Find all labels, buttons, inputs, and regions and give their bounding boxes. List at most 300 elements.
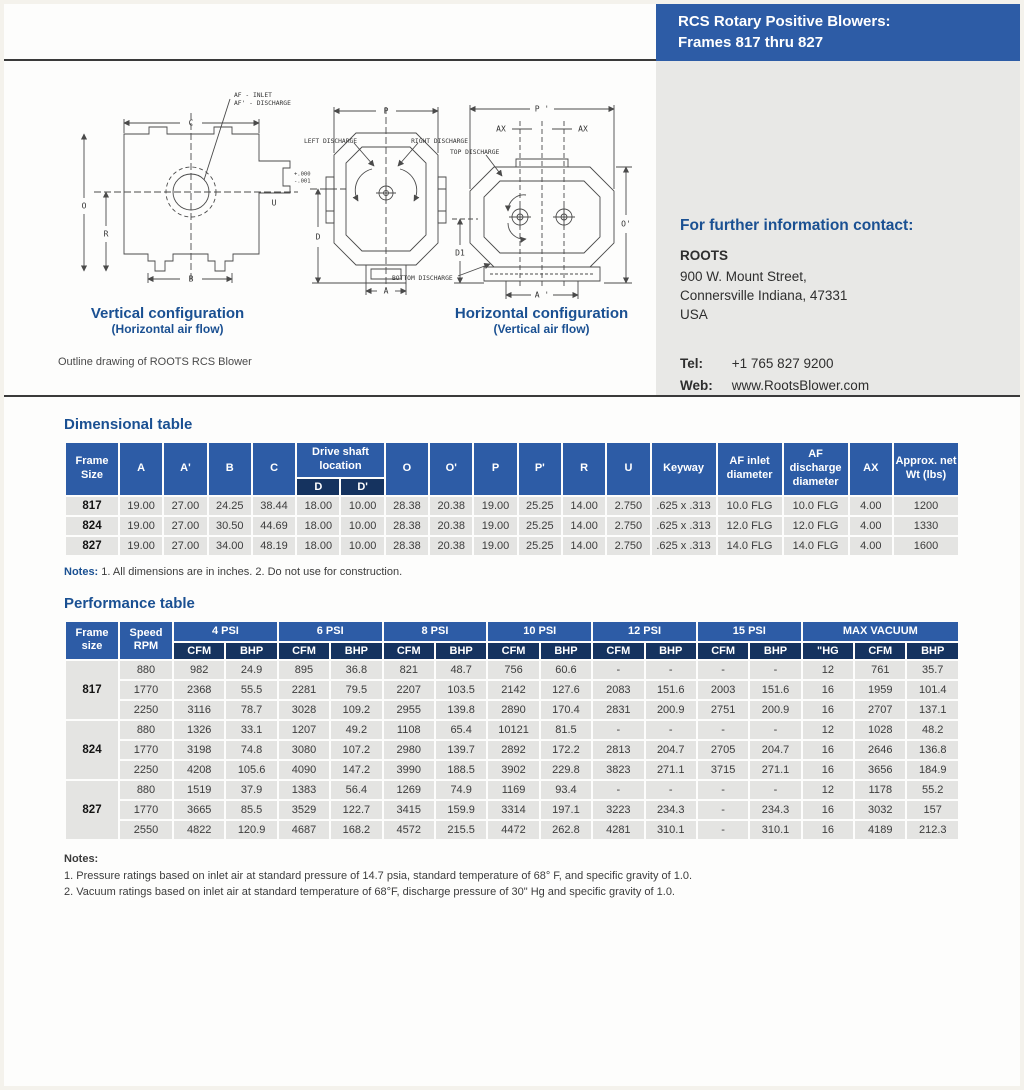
dim-a-label: A (383, 286, 389, 296)
column-header-group: 12 PSI (593, 622, 696, 642)
data-cell: 74.8 (226, 741, 276, 759)
dimensional-table-title: Dimensional table (64, 416, 193, 433)
column-subheader: CFM (174, 643, 224, 659)
frame-size-cell: 827 (66, 537, 118, 555)
data-cell: 2831 (593, 701, 643, 719)
rpm-cell: 2550 (120, 821, 172, 839)
column-header: O' (430, 443, 472, 495)
table-row (66, 821, 958, 839)
rpm-cell: 880 (120, 721, 172, 739)
data-cell: 18.00 (297, 497, 339, 515)
column-header: AF inlet diameter (718, 443, 782, 495)
data-cell: 28.38 (386, 517, 428, 535)
tables-section (4, 397, 1020, 1086)
data-cell: 16 (803, 681, 853, 699)
data-cell: 24.25 (209, 497, 251, 515)
performance-table-head (66, 622, 958, 660)
data-cell: - (698, 661, 748, 679)
column-header-group: 6 PSI (279, 622, 382, 642)
data-cell: 78.7 (226, 701, 276, 719)
frame-size-cell: 824 (66, 721, 118, 779)
data-cell: 4281 (593, 821, 643, 839)
data-cell: 1200 (894, 497, 958, 515)
data-cell: 215.5 (436, 821, 486, 839)
data-cell: 310.1 (750, 821, 800, 839)
column-header: C (253, 443, 295, 495)
data-cell: 85.5 (226, 801, 276, 819)
dim-o-prime-label: O' (621, 219, 631, 229)
data-cell: 2751 (698, 701, 748, 719)
data-cell: 60.6 (541, 661, 591, 679)
data-cell: 1330 (894, 517, 958, 535)
datasheet-page (4, 4, 1020, 1086)
page-title-line2: Frames 817 thru 827 (678, 33, 824, 51)
bottom-discharge-label: BOTTOM DISCHARGE (392, 275, 453, 282)
outline-drawing-note: Outline drawing of ROOTS RCS Blower (58, 356, 252, 368)
data-cell: 16 (803, 701, 853, 719)
data-cell: 14.00 (563, 537, 605, 555)
data-cell: 1169 (488, 781, 538, 799)
column-subheader: D' (341, 479, 383, 495)
data-cell: 127.6 (541, 681, 591, 699)
data-cell: 3314 (488, 801, 538, 819)
data-cell: 10.00 (341, 497, 383, 515)
dimensional-table (64, 441, 960, 557)
data-cell: 1383 (279, 781, 329, 799)
data-cell: 2.750 (607, 537, 649, 555)
vertical-caption-title: Vertical configuration (90, 305, 245, 322)
data-cell: 122.7 (331, 801, 381, 819)
data-cell: 20.38 (430, 517, 472, 535)
table-row (66, 661, 958, 679)
column-header: AX (850, 443, 892, 495)
data-cell: 3028 (279, 701, 329, 719)
dim-r-label: R (103, 229, 109, 239)
dim-c-label: C (188, 118, 194, 128)
data-cell: 2955 (384, 701, 434, 719)
data-cell: 28.38 (386, 497, 428, 515)
data-cell: 3990 (384, 761, 434, 779)
dimensional-notes (64, 566, 960, 578)
data-cell: 12 (803, 661, 853, 679)
data-cell: 2646 (855, 741, 905, 759)
data-cell: 19.00 (474, 497, 516, 515)
column-subheader: BHP (226, 643, 276, 659)
data-cell: - (698, 821, 748, 839)
column-subheader: CFM (855, 643, 905, 659)
data-cell: 2705 (698, 741, 748, 759)
data-cell: 107.2 (331, 741, 381, 759)
data-cell: 137.1 (907, 701, 958, 719)
frame-size-cell: 817 (66, 497, 118, 515)
rpm-cell: 1770 (120, 801, 172, 819)
column-header: Speed RPM (120, 622, 172, 660)
data-cell: 1519 (174, 781, 224, 799)
data-cell: 25.25 (519, 537, 561, 555)
data-cell: 151.6 (750, 681, 800, 699)
data-cell: 1269 (384, 781, 434, 799)
column-header: U (607, 443, 649, 495)
data-cell: 761 (855, 661, 905, 679)
data-cell: 37.9 (226, 781, 276, 799)
table-row (66, 761, 958, 779)
discharge-callout-label: AF' - DISCHARGE (234, 100, 291, 107)
data-cell: 2142 (488, 681, 538, 699)
data-cell: 35.7 (907, 661, 958, 679)
data-cell: 4.00 (850, 537, 892, 555)
data-cell: 168.2 (331, 821, 381, 839)
data-cell: 4822 (174, 821, 224, 839)
data-cell: 200.9 (750, 701, 800, 719)
top-row (4, 4, 1020, 61)
column-header: A' (164, 443, 206, 495)
web-label: Web: (680, 378, 713, 394)
frame-size-cell: 817 (66, 661, 118, 719)
data-cell: 204.7 (646, 741, 696, 759)
vertical-caption-subtitle: (Horizontal air flow) (111, 322, 224, 336)
data-cell: 157 (907, 801, 958, 819)
data-cell: 19.00 (120, 537, 162, 555)
data-cell: 3223 (593, 801, 643, 819)
data-cell: 159.9 (436, 801, 486, 819)
column-header-group: 4 PSI (174, 622, 277, 642)
column-header-group: MAX VACUUM (803, 622, 958, 642)
data-cell: 1178 (855, 781, 905, 799)
column-header: R (563, 443, 605, 495)
data-cell: 212.3 (907, 821, 958, 839)
data-cell: 44.69 (253, 517, 295, 535)
company-name: ROOTS (680, 248, 729, 263)
performance-notes-label: Notes: (64, 853, 99, 866)
data-cell: 16 (803, 821, 853, 839)
left-discharge-label: LEFT DISCHARGE (304, 138, 358, 145)
column-header-group: 8 PSI (384, 622, 487, 642)
data-cell: 16 (803, 801, 853, 819)
data-cell: 19.00 (120, 497, 162, 515)
column-header: Frame Size (66, 443, 118, 495)
data-cell: 81.5 (541, 721, 591, 739)
data-cell: 19.00 (474, 517, 516, 535)
data-cell: 16 (803, 761, 853, 779)
data-cell: 1207 (279, 721, 329, 739)
vertical-configuration-caption (58, 305, 277, 336)
data-cell: 2813 (593, 741, 643, 759)
data-cell: 38.44 (253, 497, 295, 515)
column-header: A (120, 443, 162, 495)
data-cell: 3529 (279, 801, 329, 819)
column-header-group: Drive shaft location (297, 443, 384, 477)
dim-d1-label: D1 (455, 248, 465, 258)
inlet-callout-label: AF - INLET (234, 92, 272, 99)
data-cell: 2083 (593, 681, 643, 699)
data-cell: 2281 (279, 681, 329, 699)
data-cell: 34.00 (209, 537, 251, 555)
tolerance-plus-label: +.000 (294, 171, 311, 178)
data-cell: 139.7 (436, 741, 486, 759)
tel-row (680, 356, 996, 371)
performance-table-title: Performance table (64, 594, 195, 612)
performance-note-2: 2. Vacuum ratings based on inlet air at standard temperature of 68°F, discharge pressure of 30" Hg and specific gravity of 1.0. (64, 886, 675, 899)
data-cell: 103.5 (436, 681, 486, 699)
ax-left-label: AX (496, 124, 506, 134)
outline-drawings-area (4, 61, 656, 395)
horizontal-configuration-drawing (452, 105, 632, 299)
data-cell: 982 (174, 661, 224, 679)
data-cell: 12.0 FLG (718, 517, 782, 535)
column-header: B (209, 443, 251, 495)
address-line-3: USA (680, 307, 708, 323)
data-cell: 3116 (174, 701, 224, 719)
data-cell: 1326 (174, 721, 224, 739)
dim-a-prime-label: A ' (534, 290, 550, 300)
data-cell: 4572 (384, 821, 434, 839)
data-cell: .625 x .313 (652, 517, 716, 535)
column-header: Keyway (652, 443, 716, 495)
dim-p-label: P (383, 106, 389, 116)
rpm-cell: 880 (120, 781, 172, 799)
column-subheader: "HG (803, 643, 853, 659)
data-cell: 12 (803, 721, 853, 739)
data-cell: 1600 (894, 537, 958, 555)
data-cell: 147.2 (331, 761, 381, 779)
data-cell: 4.00 (850, 517, 892, 535)
column-header: Approx. net Wt (lbs) (894, 443, 958, 495)
data-cell: 821 (384, 661, 434, 679)
data-cell: 2.750 (607, 497, 649, 515)
data-cell: 30.50 (209, 517, 251, 535)
dim-u-label: U (271, 198, 277, 208)
vertical-housing-drawing (310, 107, 446, 295)
data-cell: 10.0 FLG (784, 497, 848, 515)
data-cell: 19.00 (120, 517, 162, 535)
data-cell: 48.19 (253, 537, 295, 555)
data-cell: 197.1 (541, 801, 591, 819)
rpm-cell: 880 (120, 661, 172, 679)
data-cell: 3032 (855, 801, 905, 819)
column-subheader: CFM (698, 643, 748, 659)
address-line-2: Connersville Indiana, 47331 (680, 288, 848, 304)
data-cell: 27.00 (164, 517, 206, 535)
table-row (66, 701, 958, 719)
data-cell: 310.1 (646, 821, 696, 839)
rpm-cell: 1770 (120, 681, 172, 699)
table-row (66, 497, 958, 515)
data-cell: 74.9 (436, 781, 486, 799)
data-cell: 3823 (593, 761, 643, 779)
data-cell: 36.8 (331, 661, 381, 679)
data-cell: 234.3 (750, 801, 800, 819)
data-cell: 4090 (279, 761, 329, 779)
header-row (66, 622, 958, 642)
data-cell: 271.1 (646, 761, 696, 779)
data-cell: 24.9 (226, 661, 276, 679)
right-discharge-label: RIGHT DISCHARGE (411, 138, 468, 145)
tel-label: Tel: (680, 356, 703, 372)
dimensional-notes-text: 1. All dimensions are in inches. 2. Do not use for construction. (101, 565, 403, 578)
data-cell: - (750, 721, 800, 739)
data-cell: - (698, 781, 748, 799)
data-cell: 170.4 (541, 701, 591, 719)
tel-value: +1 765 827 9200 (731, 356, 834, 372)
rpm-cell: 2250 (120, 761, 172, 779)
data-cell: 4687 (279, 821, 329, 839)
contact-heading: For further information contact: (680, 217, 914, 234)
data-cell: 28.38 (386, 537, 428, 555)
data-cell: 2003 (698, 681, 748, 699)
horizontal-caption-subtitle: (Vertical air flow) (493, 322, 590, 336)
data-cell: 120.9 (226, 821, 276, 839)
data-cell: 55.5 (226, 681, 276, 699)
data-cell: 172.2 (541, 741, 591, 759)
data-cell: 2368 (174, 681, 224, 699)
data-cell: 229.8 (541, 761, 591, 779)
page-title-line1: RCS Rotary Positive Blowers: (678, 13, 891, 31)
column-header: AF discharge diameter (784, 443, 848, 495)
column-subheader: CFM (279, 643, 329, 659)
data-cell: 101.4 (907, 681, 958, 699)
data-cell: 184.9 (907, 761, 958, 779)
top-spacer (4, 4, 656, 61)
top-discharge-label: TOP DISCHARGE (450, 149, 500, 156)
column-subheader: BHP (541, 643, 591, 659)
data-cell: 136.8 (907, 741, 958, 759)
dimensional-table-body (66, 497, 958, 555)
data-cell: 2892 (488, 741, 538, 759)
column-subheader: BHP (750, 643, 800, 659)
upper-section (4, 61, 1020, 397)
data-cell: - (698, 721, 748, 739)
data-cell: 25.25 (519, 517, 561, 535)
dim-b-label: B (188, 274, 194, 284)
data-cell: 14.00 (563, 497, 605, 515)
data-cell: 200.9 (646, 701, 696, 719)
data-cell: 2.750 (607, 517, 649, 535)
data-cell: - (593, 721, 643, 739)
data-cell: 12.0 FLG (784, 517, 848, 535)
data-cell: - (593, 781, 643, 799)
data-cell: 27.00 (164, 537, 206, 555)
table-row (66, 781, 958, 799)
data-cell: 49.2 (331, 721, 381, 739)
drawing-captions (4, 305, 656, 336)
data-cell: 20.38 (430, 497, 472, 515)
data-cell: 14.0 FLG (718, 537, 782, 555)
data-cell: 234.3 (646, 801, 696, 819)
dim-o-label: O (81, 201, 87, 211)
data-cell: - (593, 661, 643, 679)
data-cell: 756 (488, 661, 538, 679)
table-row (66, 741, 958, 759)
contact-panel (656, 61, 1020, 395)
data-cell: 895 (279, 661, 329, 679)
data-cell: 33.1 (226, 721, 276, 739)
table-row (66, 681, 958, 699)
table-row (66, 721, 958, 739)
data-cell: 1959 (855, 681, 905, 699)
column-header: Frame size (66, 622, 118, 660)
column-subheader: BHP (436, 643, 486, 659)
data-cell: 56.4 (331, 781, 381, 799)
data-cell: 262.8 (541, 821, 591, 839)
horizontal-configuration-caption (427, 305, 656, 336)
tolerance-minus-label: -.001 (294, 178, 311, 185)
data-cell: 4.00 (850, 497, 892, 515)
data-cell: 1108 (384, 721, 434, 739)
data-cell: 109.2 (331, 701, 381, 719)
data-cell: 48.7 (436, 661, 486, 679)
data-cell: 10.00 (341, 517, 383, 535)
horizontal-caption-title: Horizontal configuration (454, 305, 629, 322)
table-row (66, 537, 958, 555)
table-row (66, 801, 958, 819)
dim-d-label: D (315, 232, 321, 242)
performance-table-body (66, 661, 958, 839)
column-subheader: CFM (488, 643, 538, 659)
data-cell: 4208 (174, 761, 224, 779)
data-cell: 25.25 (519, 497, 561, 515)
column-header: P (474, 443, 516, 495)
dim-p-prime-label: P ' (534, 104, 550, 114)
subheader-row (66, 643, 958, 659)
web-row (680, 378, 996, 393)
data-cell: 3080 (279, 741, 329, 759)
data-cell: 2890 (488, 701, 538, 719)
data-cell: 20.38 (430, 537, 472, 555)
page-title-banner (656, 4, 1020, 61)
technical-drawing (54, 77, 654, 303)
data-cell: .625 x .313 (652, 537, 716, 555)
column-header-group: 10 PSI (488, 622, 591, 642)
data-cell: 3665 (174, 801, 224, 819)
dimensional-table-head (66, 443, 958, 495)
data-cell: 18.00 (297, 537, 339, 555)
data-cell: 2980 (384, 741, 434, 759)
data-cell: 204.7 (750, 741, 800, 759)
data-cell: 14.0 FLG (784, 537, 848, 555)
data-cell: 65.4 (436, 721, 486, 739)
data-cell: 139.8 (436, 701, 486, 719)
data-cell: 14.00 (563, 517, 605, 535)
web-value: www.RootsBlower.com (731, 378, 870, 394)
address-line-1: 900 W. Mount Street, (680, 269, 807, 284)
data-cell: 3415 (384, 801, 434, 819)
column-subheader: BHP (907, 643, 958, 659)
column-header: P' (519, 443, 561, 495)
data-cell: 16 (803, 741, 853, 759)
data-cell: 79.5 (331, 681, 381, 699)
data-cell: 271.1 (750, 761, 800, 779)
data-cell: 4472 (488, 821, 538, 839)
column-header: O (386, 443, 428, 495)
rpm-cell: 2250 (120, 701, 172, 719)
data-cell: 3656 (855, 761, 905, 779)
data-cell: - (698, 801, 748, 819)
data-cell: 2707 (855, 701, 905, 719)
data-cell: - (646, 781, 696, 799)
data-cell: 12 (803, 781, 853, 799)
data-cell: .625 x .313 (652, 497, 716, 515)
data-cell: 3198 (174, 741, 224, 759)
ax-right-label: AX (578, 124, 588, 134)
data-cell: 48.2 (907, 721, 958, 739)
performance-table (64, 620, 960, 842)
data-cell: 10.0 FLG (718, 497, 782, 515)
column-subheader: CFM (593, 643, 643, 659)
data-cell: 3715 (698, 761, 748, 779)
column-subheader: CFM (384, 643, 434, 659)
table-row (66, 517, 958, 535)
column-subheader: D (297, 479, 339, 495)
